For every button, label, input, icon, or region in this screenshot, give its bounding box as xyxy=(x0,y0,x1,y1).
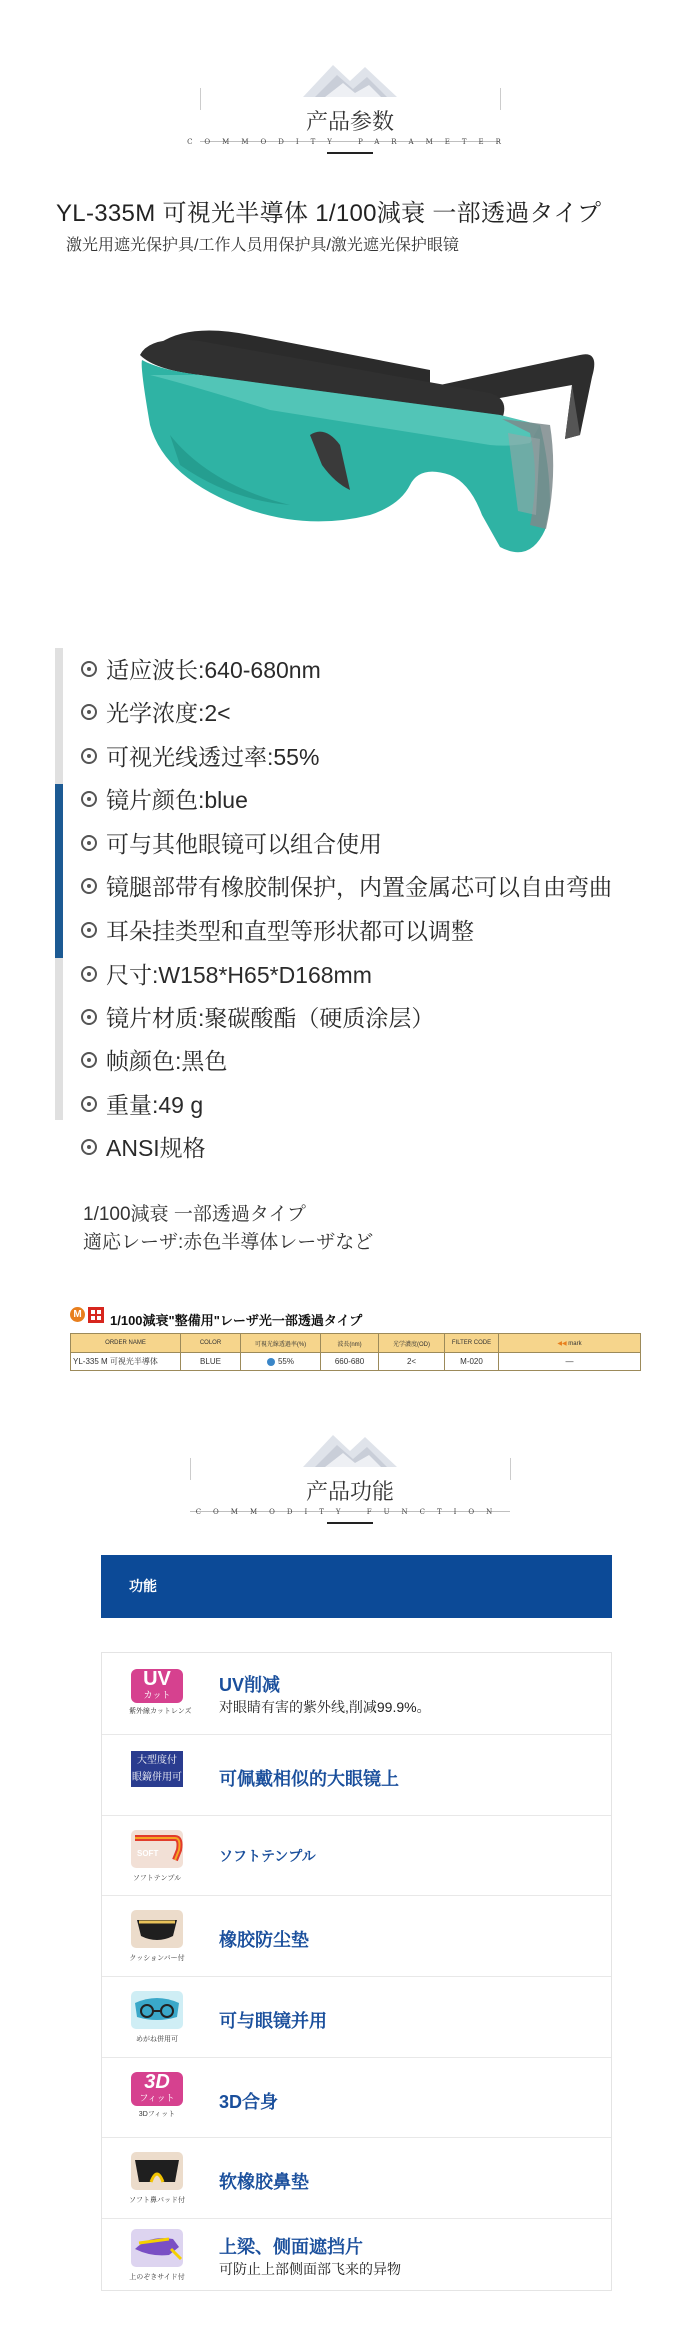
table-header: 可視光線透過率(%) xyxy=(241,1334,321,1353)
spec-item: 耳朵挂类型和直型等形状都可以调整 xyxy=(81,911,474,951)
bullet-icon xyxy=(81,1052,97,1068)
table-cell: YL-335 M 可視光半導体 xyxy=(71,1353,181,1371)
function-panel xyxy=(101,1652,612,2291)
bullet-icon xyxy=(81,661,97,677)
title-underline xyxy=(327,152,373,154)
product-title: YL-335M 可視光半導体 1/100減衰 一部透過タイプ xyxy=(56,200,602,227)
title-underline xyxy=(327,1522,373,1524)
function-item xyxy=(102,1815,611,1896)
spec-item: 镜片材质:聚碳酸酯（硬质涂层） xyxy=(81,998,434,1038)
table-header: COLOR xyxy=(181,1334,241,1353)
mountain-logo-icon xyxy=(295,1427,405,1475)
color-dot-icon xyxy=(267,1358,275,1366)
spec-item: 镜腿部带有橡胶制保护，内置金属芯可以自由弯曲 xyxy=(81,867,612,907)
spec-table xyxy=(70,1333,641,1371)
table-header: FILTER CODE xyxy=(445,1334,499,1353)
3d-fit-icon: 3D フィット 3Dフィット xyxy=(129,2072,185,2122)
bullet-icon xyxy=(81,835,97,851)
svg-text:SOFT: SOFT xyxy=(137,1849,159,1858)
function-title: 可佩戴相似的大眼镜上 xyxy=(219,1769,399,1789)
mountain-logo-icon xyxy=(295,57,405,105)
function-item xyxy=(102,1976,611,2058)
function-header: 功能 xyxy=(101,1555,612,1618)
table-header: ◀◀ mark xyxy=(499,1334,641,1353)
laser-glasses-image xyxy=(110,315,610,580)
function-title: 软橡胶鼻垫 xyxy=(219,2172,309,2192)
function-item xyxy=(102,1734,611,1816)
table-header: 光学濃度(OD) xyxy=(379,1334,445,1353)
divider xyxy=(190,1458,191,1480)
table-cell: 2< xyxy=(379,1353,445,1371)
spec-item: ANSI规格 xyxy=(81,1128,206,1168)
note-line: 1/100減衰 一部透過タイプ xyxy=(83,1204,306,1225)
section-header-parameters xyxy=(0,55,700,165)
bullet-icon xyxy=(81,922,97,938)
divider xyxy=(510,1458,511,1480)
soft-nose-pad-icon: ソフト鼻パッド付 xyxy=(129,2152,185,2202)
table-header: 波長(nm) xyxy=(321,1334,379,1353)
function-item xyxy=(102,1895,611,1977)
table-row xyxy=(71,1353,641,1371)
bullet-icon xyxy=(81,704,97,720)
bullet-icon xyxy=(81,966,97,982)
mark-icon: ◀◀ xyxy=(557,1340,569,1347)
section-title: 产品参数 xyxy=(305,109,394,134)
table-cell: 55% xyxy=(241,1353,321,1371)
section-subtitle: COMMODITY PARAMETER xyxy=(187,138,513,146)
soft-temple-icon: SOFT ソフトテンプル xyxy=(129,1830,185,1880)
table-cell: 660-680 xyxy=(321,1353,379,1371)
function-title: 上梁、侧面遮挡片 xyxy=(219,2237,363,2257)
function-item xyxy=(102,1653,611,1734)
function-title: 橡胶防尘垫 xyxy=(219,1930,309,1950)
spec-item: 尺寸:W158*H65*D168mm xyxy=(81,955,372,995)
function-title: UV削减 xyxy=(219,1675,281,1695)
function-item xyxy=(102,2057,611,2138)
section-subtitle: COMMODITY FUNCTION xyxy=(195,1508,505,1516)
table-cell: BLUE xyxy=(181,1353,241,1371)
bullet-icon xyxy=(81,748,97,764)
function-item xyxy=(102,2218,611,2293)
table-title: 1/100減衰"整備用"レーザ光一部透過タイプ xyxy=(110,1313,363,1328)
bullet-icon xyxy=(81,1139,97,1155)
spec-item: 可与其他眼镜可以组合使用 xyxy=(81,824,382,864)
function-desc: 对眼睛有害的紫外线,削减99.9%。 xyxy=(219,1699,431,1715)
product-subtitle: 激光用遮光保护具/工作人员用保护具/激光遮光保护眼镜 xyxy=(66,237,459,254)
bullet-icon xyxy=(81,1009,97,1025)
bullet-icon xyxy=(81,878,97,894)
function-item xyxy=(102,2137,611,2219)
glasses-compatible-icon: めがね併用可 xyxy=(129,1991,185,2041)
divider xyxy=(500,88,501,110)
spec-item: 可视光线透过率:55% xyxy=(81,737,319,777)
section-title: 产品功能 xyxy=(305,1479,394,1504)
large-frame-icon: 大型度付 眼鏡併用可 xyxy=(129,1751,185,1801)
grid-logo-icon xyxy=(88,1307,104,1323)
table-cell: M-020 xyxy=(445,1353,499,1371)
table-header-row xyxy=(71,1334,641,1353)
note-line: 適応レーザ:赤色半導体レーザなど xyxy=(83,1232,374,1253)
spec-item: 适应波长:640-680nm xyxy=(81,650,321,690)
function-desc: 可防止上部侧面部飞来的异物 xyxy=(219,2261,401,2277)
function-title: ソフトテンプル xyxy=(219,1848,316,1864)
bullet-icon xyxy=(81,791,97,807)
m-badge-icon: M xyxy=(70,1307,85,1322)
table-header: ORDER NAME xyxy=(71,1334,181,1353)
section-header-functions xyxy=(0,1425,700,1535)
side-shield-icon: 上のぞきサイド付 xyxy=(129,2229,185,2279)
cushion-bar-icon: クッションバー付 xyxy=(129,1910,185,1960)
bullet-icon xyxy=(81,1096,97,1112)
function-title: 可与眼镜并用 xyxy=(219,2011,327,2031)
uv-cut-icon: UV カット 紫外線カットレンズ xyxy=(129,1668,192,1715)
table-cell: — xyxy=(499,1353,641,1371)
spec-item: 光学浓度:2< xyxy=(81,693,231,733)
divider xyxy=(200,88,201,110)
spec-item: 帧颜色:黑色 xyxy=(81,1041,227,1081)
function-title: 3D合身 xyxy=(219,2092,279,2112)
spec-sidebar-highlight xyxy=(55,784,63,958)
spec-item: 镜片颜色:blue xyxy=(81,780,248,820)
spec-item: 重量:49 g xyxy=(81,1085,203,1125)
